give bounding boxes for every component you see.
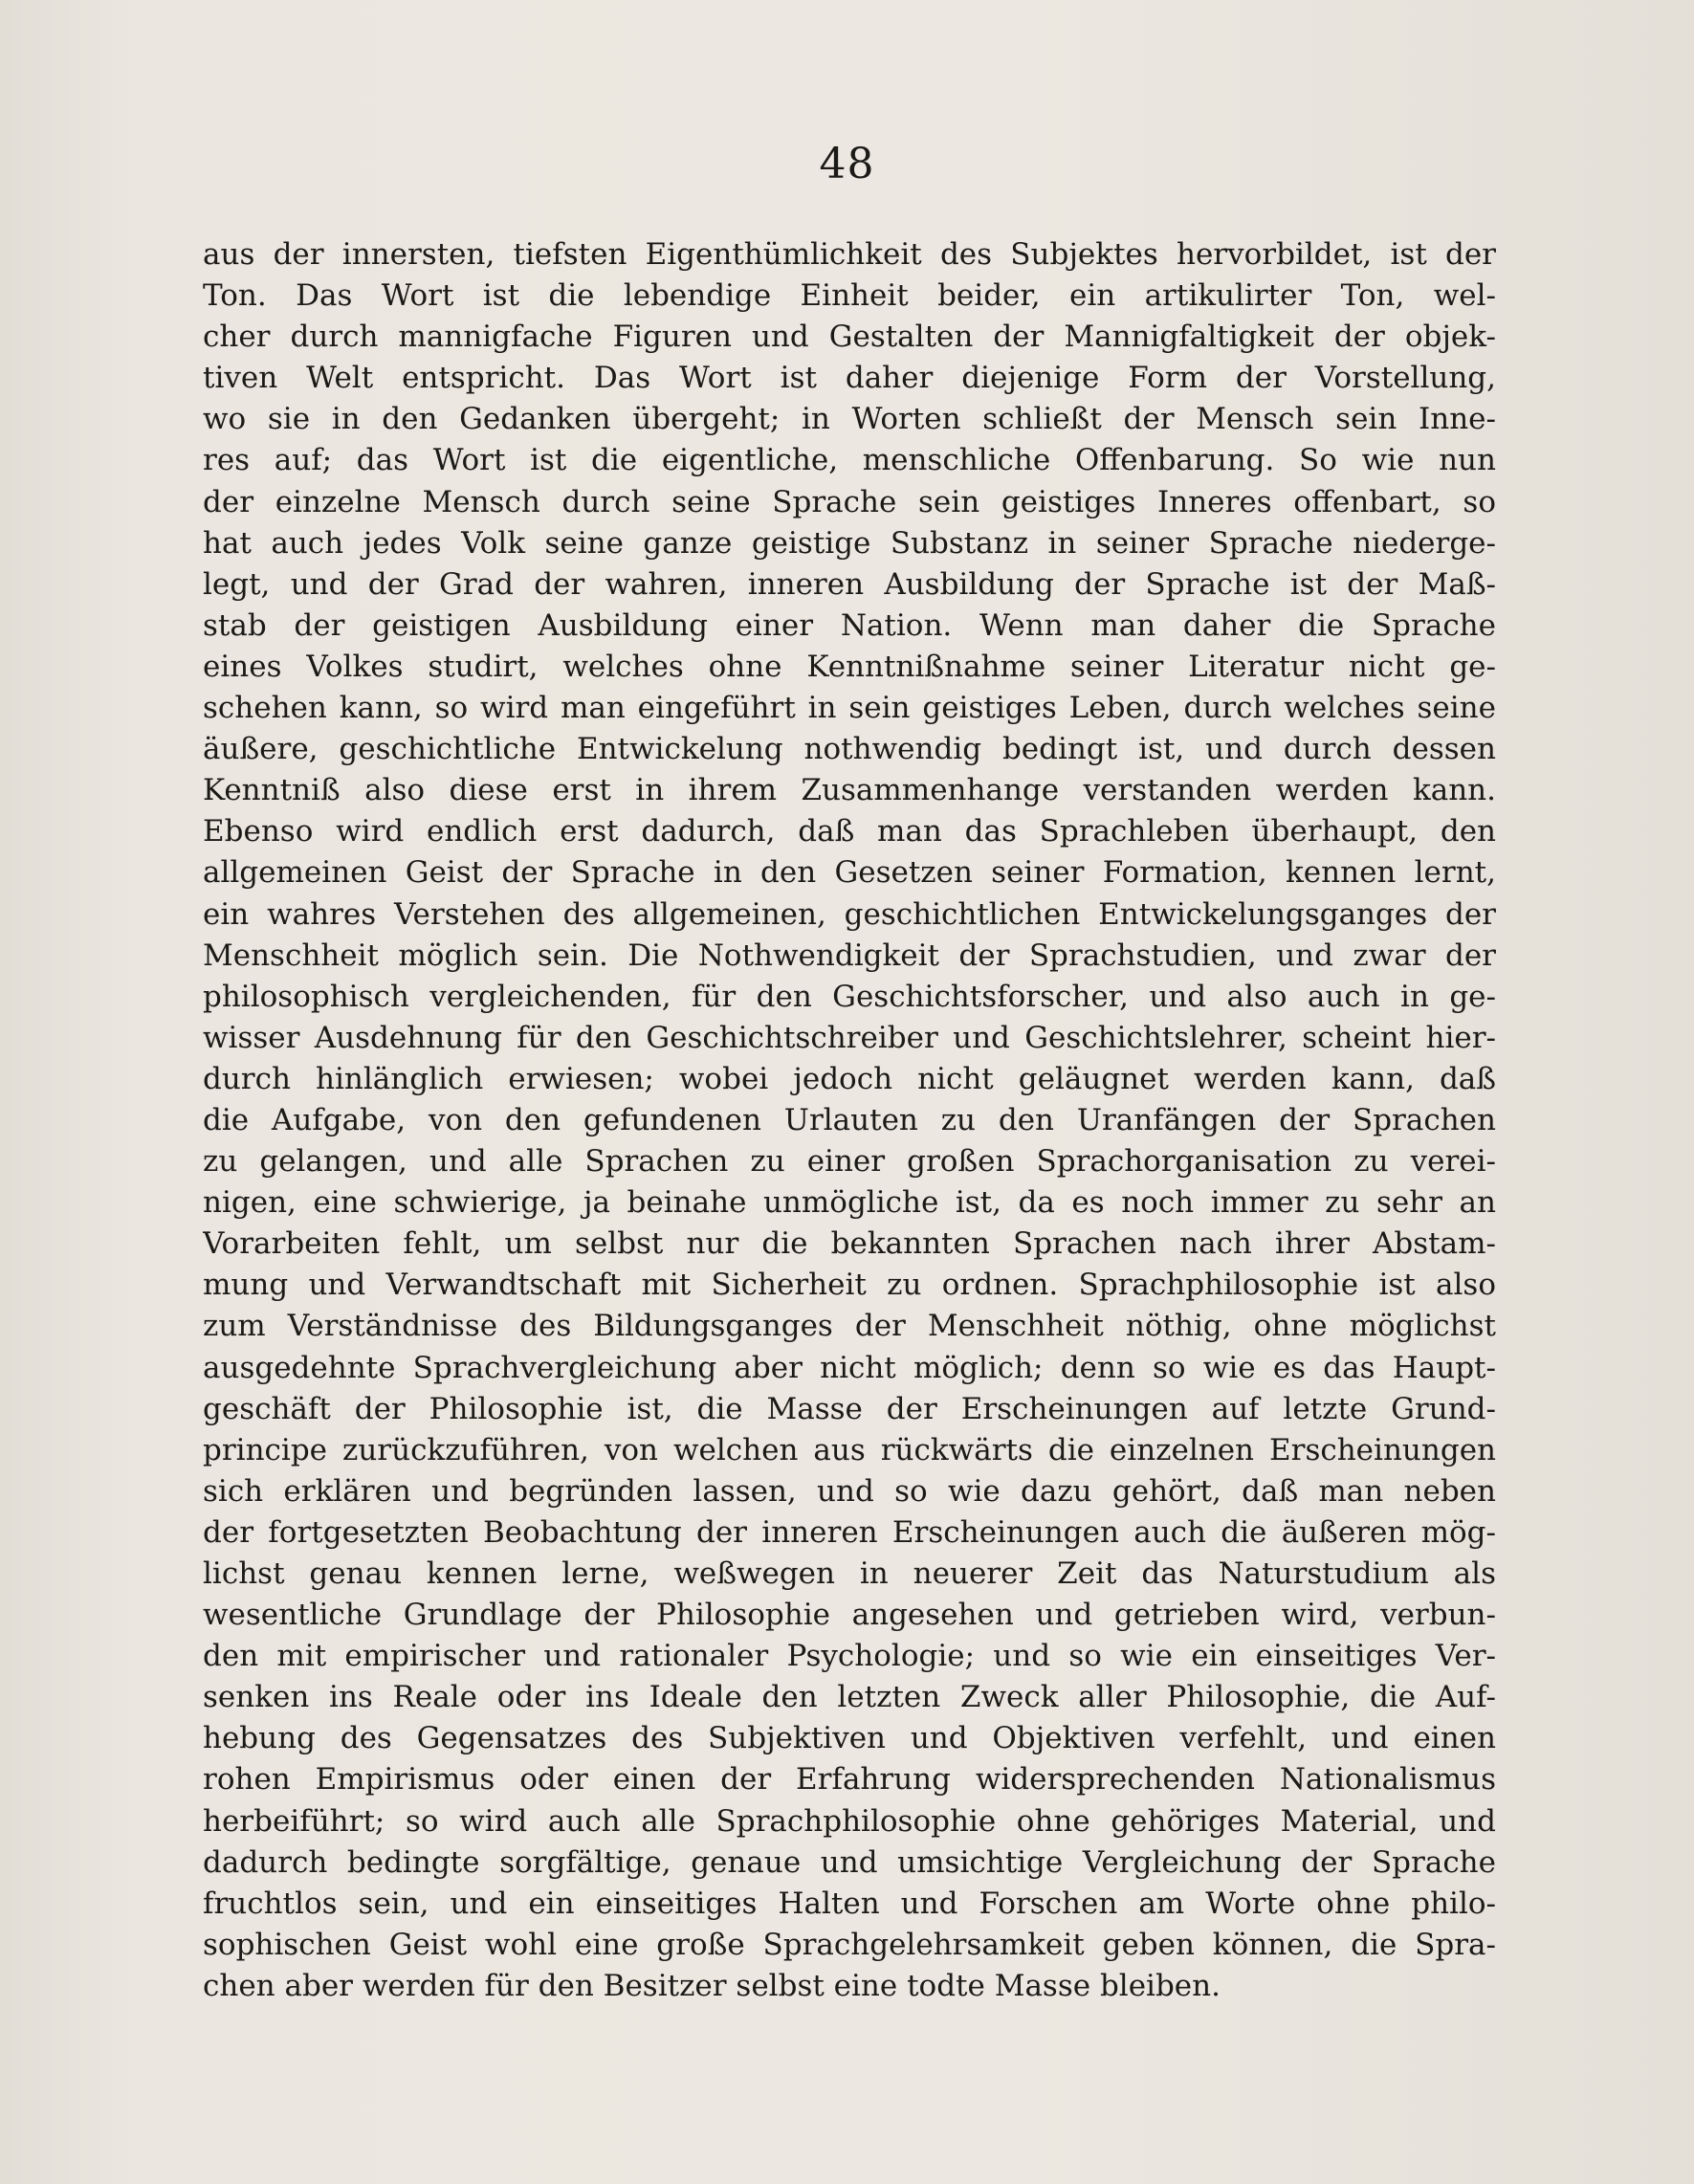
text-line: ein wahres Verstehen des allgemeinen, geschichtlichen Entwickelungsganges der	[203, 896, 1496, 932]
text-line: die Aufgabe, von den gefundenen Urlauten zu den Uranfängen der Sprachen	[203, 1102, 1496, 1137]
text-line: allgemeinen Geist der Sprache in den Gesetzen seiner Formation, kennen lernt,	[203, 855, 1496, 891]
text-line: stab der geistigen Ausbildung einer Nation. Wenn man daher die Sprache	[203, 607, 1496, 643]
text-line: senken ins Reale oder ins Ideale den letzten Zweck aller Philosophie, die Auf-	[203, 1680, 1496, 1715]
text-line: principe zurückzuführen, von welchen aus rückwärts die einzelnen Erscheinungen	[203, 1432, 1496, 1467]
text-line: wisser Ausdehnung für den Geschichtschreiber und Geschichtslehrer, scheint hier-	[203, 1020, 1496, 1055]
text-line: der einzelne Mensch durch seine Sprache sein geistiges Inneres offenbart, so	[203, 484, 1496, 519]
text-line: hat auch jedes Volk seine ganze geistige Substanz in seiner Sprache niederge-	[203, 525, 1496, 561]
text-line: herbeiführt; so wird auch alle Sprachphilosophie ohne gehöriges Material, und	[203, 1803, 1496, 1839]
text-line: Vorarbeiten fehlt, um selbst nur die bekannten Sprachen nach ihrer Abstam-	[203, 1226, 1496, 1262]
text-line: Kenntniß also diese erst in ihrem Zusammenhange verstanden werden kann.	[203, 773, 1496, 808]
text-line: zu gelangen, und alle Sprachen zu einer großen Sprachorganisation zu verei-	[203, 1144, 1496, 1180]
text-line: rohen Empirismus oder einen der Erfahrung widersprechenden Nationalismus	[203, 1762, 1496, 1798]
text-line: der fortgesetzten Beobachtung der inneren Erscheinungen auch die äußeren mög-	[203, 1514, 1496, 1550]
text-line: durch hinlänglich erwiesen; wobei jedoch nicht geläugnet werden kann, daß	[203, 1061, 1496, 1096]
text-line: hebung des Gegensatzes des Subjektiven und Objektiven verfehlt, und einen	[203, 1721, 1496, 1756]
text-line: schehen kann, so wird man eingeführt in sein geistiges Leben, durch welches seine	[203, 691, 1496, 726]
text-line: sophischen Geist wohl eine große Sprachgelehrsamkeit geben können, die Spra-	[203, 1927, 1496, 1962]
text-line: Ton. Das Wort ist die lebendige Einheit beider, ein artikulirter Ton, wel-	[203, 278, 1496, 314]
text-line: zum Verständnisse des Bildungsganges der Menschheit nöthig, ohne möglichst	[203, 1309, 1496, 1344]
text-line: eines Volkes studirt, welches ohne Kenntnißnahme seiner Literatur nicht ge-	[203, 649, 1496, 684]
text-line: aus der innersten, tiefsten Eigenthümlichkeit des Subjektes hervorbildet, ist der	[203, 237, 1496, 272]
text-line: res auf; das Wort ist die eigentliche, menschliche Offenbarung. So wie nun	[203, 443, 1496, 478]
text-line: legt, und der Grad der wahren, inneren Ausbildung der Sprache ist der Maß-	[203, 566, 1496, 602]
text-line: tiven Welt entspricht. Das Wort ist daher diejenige Form der Vorstellung,	[203, 361, 1496, 396]
text-line: chen aber werden für den Besitzer selbst eine todte Masse bleiben.	[203, 1968, 1221, 2003]
text-line: Menschheit möglich sein. Die Nothwendigkeit der Sprachstudien, und zwar der	[203, 938, 1496, 973]
text-line: geschäft der Philosophie ist, die Masse der Erscheinungen auf letzte Grund-	[203, 1391, 1496, 1426]
text-line: lichst genau kennen lerne, weßwegen in neuerer Zeit das Naturstudium als	[203, 1556, 1496, 1591]
text-line: den mit empirischer und rationaler Psychologie; und so wie ein einseitiges Ver-	[203, 1639, 1496, 1674]
text-line: mung und Verwandtschaft mit Sicherheit zu ordnen. Sprachphilosophie ist also	[203, 1268, 1496, 1303]
text-line: sich erklären und begründen lassen, und so wie dazu gehört, daß man neben	[203, 1473, 1496, 1509]
text-line: wesentliche Grundlage der Philosophie angesehen und getrieben wird, verbun-	[203, 1598, 1496, 1633]
text-line: fruchtlos sein, und ein einseitiges Halten und Forschen am Worte ohne philo-	[203, 1886, 1496, 1921]
text-line: dadurch bedingte sorgfältige, genaue und umsichtige Vergleichung der Sprache	[203, 1844, 1496, 1880]
text-line: äußere, geschichtliche Entwickelung nothwendig bedingt ist, und durch dessen	[203, 732, 1496, 767]
text-line: cher durch mannigfache Figuren und Gestalten der Mannigfaltigkeit der objek-	[203, 320, 1496, 355]
text-line: nigen, eine schwierige, ja beinahe unmögliche ist, da es noch immer zu sehr an	[203, 1185, 1496, 1221]
text-line: ausgedehnte Sprachvergleichung aber nicht möglich; denn so wie es das Haupt-	[203, 1350, 1496, 1385]
body-text	[203, 234, 1496, 2007]
text-line: philosophisch vergleichenden, für den Geschichtsforscher, und also auch in ge-	[203, 979, 1496, 1014]
text-line: wo sie in den Gedanken übergeht; in Worten schließt der Mensch sein Inne-	[203, 402, 1496, 437]
text-line: Ebenso wird endlich erst dadurch, daß man das Sprachleben überhaupt, den	[203, 814, 1496, 849]
page-number: 48	[819, 140, 875, 188]
